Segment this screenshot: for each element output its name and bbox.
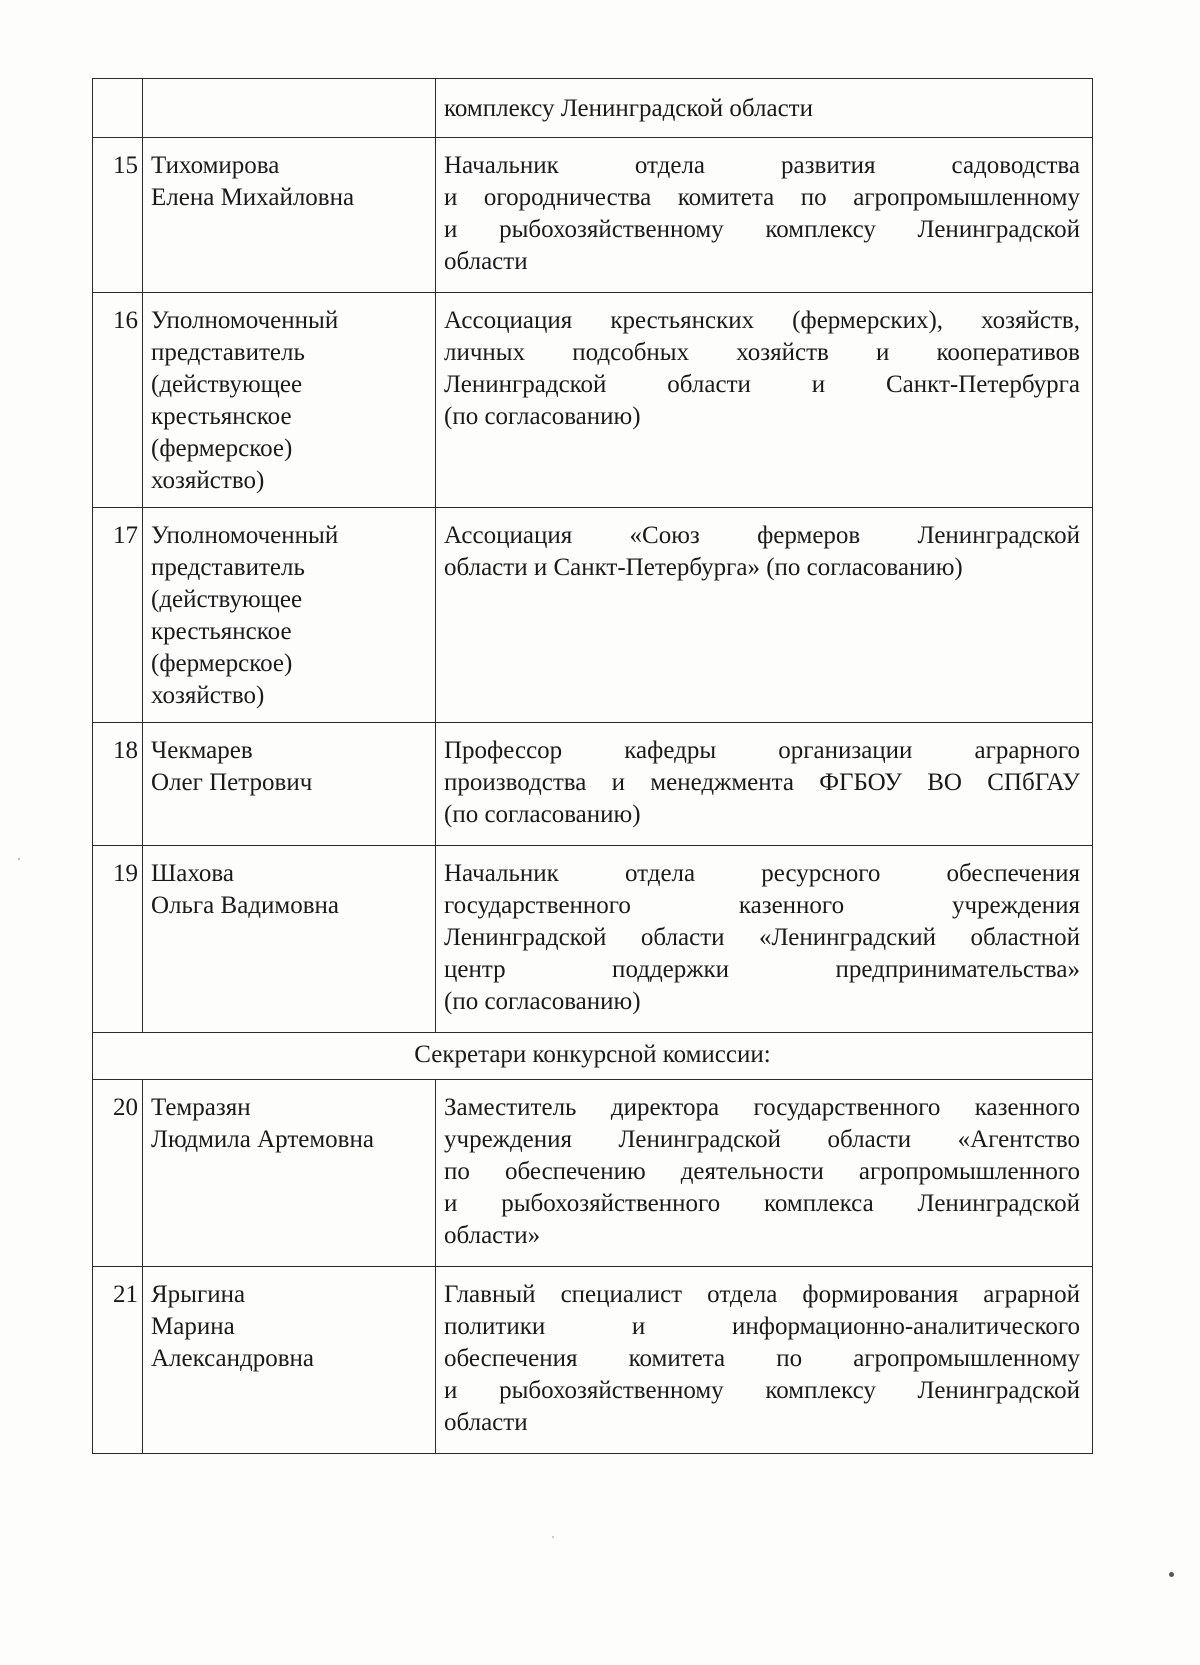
- table-row: [93, 1267, 1093, 1454]
- position-line: политики и информационно-аналитического: [444, 1313, 1080, 1340]
- position-line: и рыбохозяйственному комплексу Ленинградской: [444, 1377, 1080, 1404]
- row-number: 17: [93, 508, 143, 723]
- name-line: крестьянское: [151, 618, 292, 645]
- member-position: [436, 293, 1093, 508]
- table-row: [93, 293, 1093, 508]
- table-row: [93, 1080, 1093, 1267]
- member-name: [143, 138, 436, 293]
- position-line: Профессор кафедры организации аграрного: [444, 737, 1080, 764]
- name-line: Уполномоченный: [151, 522, 339, 549]
- position-line: и огородничества комитета по агропромышленному: [444, 184, 1080, 211]
- name-cell: [143, 79, 436, 138]
- name-line: Темразян: [151, 1094, 251, 1121]
- row-number: 15: [93, 138, 143, 293]
- table-row: [93, 723, 1093, 846]
- member-name: [143, 723, 436, 846]
- position-line: области: [444, 1409, 528, 1436]
- table-row: [93, 508, 1093, 723]
- position-line: Ленинградской области и Санкт-Петербурга: [444, 371, 1080, 398]
- position-line: (по согласованию): [444, 988, 641, 1015]
- name-line: (действующее: [151, 371, 303, 398]
- position-line: области и Санкт-Петербурга» (по согласованию): [444, 554, 963, 581]
- position-line: центр поддержки предпринимательства»: [444, 956, 1080, 983]
- position-line: Заместитель директора государственного казенного: [444, 1094, 1080, 1121]
- table-row: [93, 846, 1093, 1033]
- name-line: Ярыгина: [151, 1281, 246, 1308]
- name-line: Людмила Артемовна: [151, 1126, 374, 1153]
- row-number: 18: [93, 723, 143, 846]
- name-line: Александровна: [151, 1345, 315, 1372]
- name-line: представитель: [151, 554, 305, 581]
- row-number: 21: [93, 1267, 143, 1454]
- member-position: [436, 846, 1093, 1033]
- scan-speck: [552, 1536, 554, 1538]
- name-line: Тихомирова: [151, 152, 280, 179]
- row-number: 19: [93, 846, 143, 1033]
- scan-speck: [1169, 1572, 1174, 1577]
- position-line: обеспечения комитета по агропромышленному: [444, 1345, 1080, 1372]
- member-position: [436, 723, 1093, 846]
- position-line: Ассоциация крестьянских (фермерских), хозяйств,: [444, 307, 1080, 334]
- commission-members-table: [92, 78, 1093, 1454]
- position-line: (по согласованию): [444, 801, 641, 828]
- name-line: Марина: [151, 1313, 235, 1340]
- table-row: [93, 138, 1093, 293]
- position-line: области: [444, 248, 528, 275]
- position-line: (по согласованию): [444, 403, 641, 430]
- name-line: Чекмарев: [151, 737, 253, 764]
- position-line: Начальник отдела развития садоводства: [444, 152, 1080, 179]
- position-line: комплексу Ленинградской области: [444, 95, 813, 122]
- name-line: Олег Петрович: [151, 769, 313, 796]
- position-line: производства и менеджмента ФГБОУ ВО СПбГАУ: [444, 769, 1080, 796]
- position-line: личных подсобных хозяйств и кооперативов: [444, 339, 1080, 366]
- name-line: (действующее: [151, 586, 303, 613]
- position-line: по обеспечению деятельности агропромышленного: [444, 1158, 1080, 1185]
- name-line: Елена Михайловна: [151, 184, 355, 211]
- position-line: и рыбохозяйственному комплексу Ленинградской: [444, 216, 1080, 243]
- row-number: 20: [93, 1080, 143, 1267]
- section-row: [93, 1033, 1093, 1080]
- table-row-continuation: [93, 79, 1093, 138]
- name-line: Шахова: [151, 860, 234, 887]
- position-line: Главный специалист отдела формирования аграрной: [444, 1281, 1080, 1308]
- scan-speck: [18, 858, 20, 860]
- position-cell: [436, 79, 1093, 138]
- position-line: учреждения Ленинградской области «Агентство: [444, 1126, 1080, 1153]
- name-line: крестьянское: [151, 403, 292, 430]
- member-position: [436, 1267, 1093, 1454]
- member-name: [143, 293, 436, 508]
- member-position: [436, 138, 1093, 293]
- member-position: [436, 1080, 1093, 1267]
- member-position: [436, 508, 1093, 723]
- number-cell: [93, 79, 143, 138]
- name-line: представитель: [151, 339, 305, 366]
- row-number: 16: [93, 293, 143, 508]
- position-line: Ассоциация «Союз фермеров Ленинградской: [444, 522, 1080, 549]
- name-line: (фермерское): [151, 650, 293, 677]
- position-line: области»: [444, 1222, 541, 1249]
- member-name: [143, 1080, 436, 1267]
- name-line: Уполномоченный: [151, 307, 339, 334]
- name-line: хозяйство): [151, 467, 265, 494]
- name-line: Ольга Вадимовна: [151, 892, 340, 919]
- position-line: государственного казенного учреждения: [444, 892, 1080, 919]
- section-heading: Секретари конкурсной комиссии:: [93, 1033, 1093, 1080]
- member-name: [143, 508, 436, 723]
- name-line: хозяйство): [151, 682, 265, 709]
- name-line: (фермерское): [151, 435, 293, 462]
- member-name: [143, 846, 436, 1033]
- position-line: Начальник отдела ресурсного обеспечения: [444, 860, 1080, 887]
- position-line: и рыбохозяйственного комплекса Ленинградской: [444, 1190, 1080, 1217]
- position-line: Ленинградской области «Ленинградский областной: [444, 924, 1080, 951]
- member-name: [143, 1267, 436, 1454]
